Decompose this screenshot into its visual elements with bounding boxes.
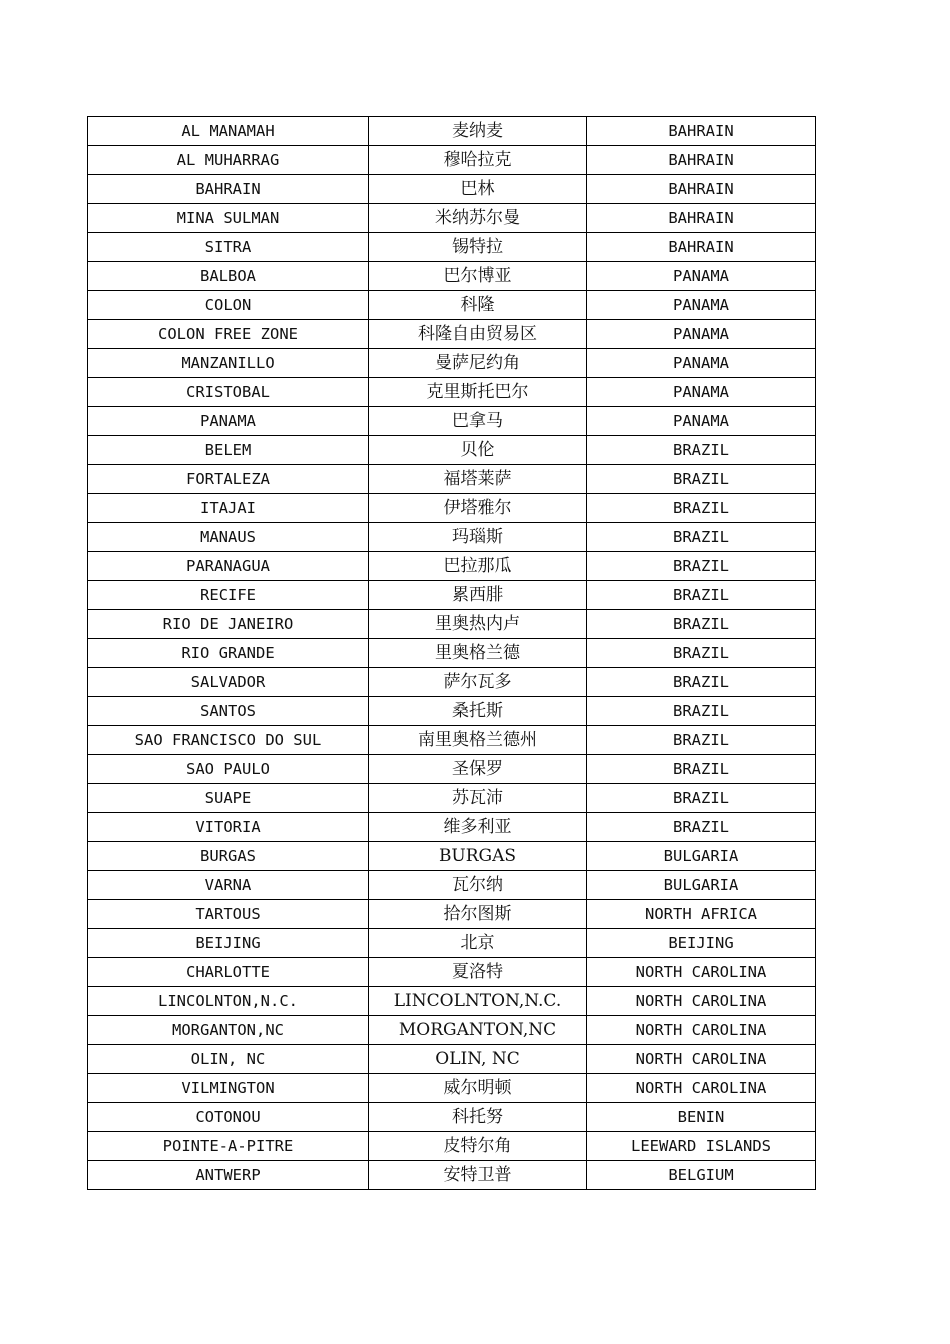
port-name-cell: MINA SULMAN: [88, 204, 369, 233]
port-name-cell: SAO FRANCISCO DO SUL: [88, 726, 369, 755]
country-cell: BAHRAIN: [587, 117, 816, 146]
port-chinese-name-cell: 曼萨尼约角: [369, 349, 587, 378]
country-cell: BRAZIL: [587, 581, 816, 610]
country-cell: BRAZIL: [587, 494, 816, 523]
table-row: [88, 842, 816, 871]
port-name-cell: BURGAS: [88, 842, 369, 871]
port-name-cell: RIO GRANDE: [88, 639, 369, 668]
port-chinese-name-cell: 福塔莱萨: [369, 465, 587, 494]
table-row: [88, 523, 816, 552]
table-row: [88, 900, 816, 929]
port-chinese-name-cell: 锡特拉: [369, 233, 587, 262]
table-row: [88, 349, 816, 378]
table-row: [88, 262, 816, 291]
table-row: [88, 581, 816, 610]
country-cell: BRAZIL: [587, 726, 816, 755]
port-name-cell: PARANAGUA: [88, 552, 369, 581]
country-cell: PANAMA: [587, 378, 816, 407]
port-name-cell: SANTOS: [88, 697, 369, 726]
port-name-cell: SAO PAULO: [88, 755, 369, 784]
port-chinese-name-cell: 威尔明顿: [369, 1074, 587, 1103]
port-chinese-name-cell: 萨尔瓦多: [369, 668, 587, 697]
table-row: [88, 813, 816, 842]
country-cell: BULGARIA: [587, 871, 816, 900]
country-cell: BRAZIL: [587, 523, 816, 552]
country-cell: LEEWARD ISLANDS: [587, 1132, 816, 1161]
country-cell: BAHRAIN: [587, 204, 816, 233]
port-name-cell: COLON: [88, 291, 369, 320]
port-chinese-name-cell: 科隆自由贸易区: [369, 320, 587, 349]
country-cell: BULGARIA: [587, 842, 816, 871]
table-row: [88, 552, 816, 581]
table-row: [88, 465, 816, 494]
country-cell: PANAMA: [587, 407, 816, 436]
port-chinese-name-cell: 维多利亚: [369, 813, 587, 842]
country-cell: BAHRAIN: [587, 175, 816, 204]
country-cell: BAHRAIN: [587, 233, 816, 262]
country-cell: NORTH CAROLINA: [587, 1016, 816, 1045]
table-row: [88, 378, 816, 407]
port-name-cell: MORGANTON,NC: [88, 1016, 369, 1045]
country-cell: BRAZIL: [587, 436, 816, 465]
port-name-cell: CHARLOTTE: [88, 958, 369, 987]
port-chinese-name-cell: 安特卫普: [369, 1161, 587, 1190]
port-chinese-name-cell: 巴拉那瓜: [369, 552, 587, 581]
port-chinese-name-cell: OLIN, NC: [369, 1045, 587, 1074]
country-cell: PANAMA: [587, 291, 816, 320]
port-chinese-name-cell: 累西腓: [369, 581, 587, 610]
country-cell: BEIJING: [587, 929, 816, 958]
port-chinese-name-cell: 拾尔图斯: [369, 900, 587, 929]
country-cell: NORTH CAROLINA: [587, 987, 816, 1016]
port-chinese-name-cell: MORGANTON,NC: [369, 1016, 587, 1045]
country-cell: PANAMA: [587, 349, 816, 378]
port-chinese-name-cell: 伊塔雅尔: [369, 494, 587, 523]
port-name-cell: VILMINGTON: [88, 1074, 369, 1103]
table-row: [88, 755, 816, 784]
country-cell: PANAMA: [587, 320, 816, 349]
country-cell: BENIN: [587, 1103, 816, 1132]
port-chinese-name-cell: 南里奥格兰德州: [369, 726, 587, 755]
port-name-cell: LINCOLNTON,N.C.: [88, 987, 369, 1016]
country-cell: BRAZIL: [587, 668, 816, 697]
port-name-cell: BEIJING: [88, 929, 369, 958]
table-row: [88, 1016, 816, 1045]
port-name-cell: SALVADOR: [88, 668, 369, 697]
country-cell: NORTH CAROLINA: [587, 1045, 816, 1074]
country-cell: BRAZIL: [587, 610, 816, 639]
country-cell: BRAZIL: [587, 465, 816, 494]
port-name-cell: ITAJAI: [88, 494, 369, 523]
table-row: [88, 1161, 816, 1190]
port-name-cell: AL MUHARRAG: [88, 146, 369, 175]
country-cell: BRAZIL: [587, 784, 816, 813]
port-table-body: [88, 117, 816, 1190]
port-name-cell: POINTE-A-PITRE: [88, 1132, 369, 1161]
table-row: [88, 1103, 816, 1132]
port-chinese-name-cell: 穆哈拉克: [369, 146, 587, 175]
port-chinese-name-cell: 苏瓦沛: [369, 784, 587, 813]
port-name-cell: BAHRAIN: [88, 175, 369, 204]
table-row: [88, 639, 816, 668]
country-cell: BRAZIL: [587, 755, 816, 784]
table-row: [88, 175, 816, 204]
port-name-cell: VARNA: [88, 871, 369, 900]
port-chinese-name-cell: 麦纳麦: [369, 117, 587, 146]
port-chinese-name-cell: 瓦尔纳: [369, 871, 587, 900]
country-cell: BRAZIL: [587, 813, 816, 842]
table-row: [88, 320, 816, 349]
port-chinese-name-cell: 里奥热内卢: [369, 610, 587, 639]
table-row: [88, 204, 816, 233]
table-row: [88, 987, 816, 1016]
port-chinese-name-cell: 贝伦: [369, 436, 587, 465]
port-name-cell: OLIN, NC: [88, 1045, 369, 1074]
port-chinese-name-cell: 圣保罗: [369, 755, 587, 784]
table-row: [88, 871, 816, 900]
port-name-cell: MANZANILLO: [88, 349, 369, 378]
country-cell: NORTH AFRICA: [587, 900, 816, 929]
port-name-cell: RECIFE: [88, 581, 369, 610]
port-name-cell: RIO DE JANEIRO: [88, 610, 369, 639]
port-chinese-name-cell: 克里斯托巴尔: [369, 378, 587, 407]
country-cell: PANAMA: [587, 262, 816, 291]
table-row: [88, 233, 816, 262]
port-name-cell: VITORIA: [88, 813, 369, 842]
port-chinese-name-cell: LINCOLNTON,N.C.: [369, 987, 587, 1016]
port-name-cell: BELEM: [88, 436, 369, 465]
port-chinese-name-cell: 米纳苏尔曼: [369, 204, 587, 233]
country-cell: BRAZIL: [587, 552, 816, 581]
port-name-cell: SUAPE: [88, 784, 369, 813]
port-chinese-name-cell: 夏洛特: [369, 958, 587, 987]
table-row: [88, 610, 816, 639]
country-cell: BELGIUM: [587, 1161, 816, 1190]
table-row: [88, 958, 816, 987]
port-table: [87, 116, 816, 1190]
port-name-cell: BALBOA: [88, 262, 369, 291]
country-cell: BRAZIL: [587, 697, 816, 726]
port-chinese-name-cell: 皮特尔角: [369, 1132, 587, 1161]
port-chinese-name-cell: 桑托斯: [369, 697, 587, 726]
port-name-cell: CRISTOBAL: [88, 378, 369, 407]
port-chinese-name-cell: 巴拿马: [369, 407, 587, 436]
table-row: [88, 494, 816, 523]
port-name-cell: PANAMA: [88, 407, 369, 436]
port-name-cell: SITRA: [88, 233, 369, 262]
port-name-cell: COTONOU: [88, 1103, 369, 1132]
port-chinese-name-cell: 科隆: [369, 291, 587, 320]
table-row: [88, 929, 816, 958]
table-row: [88, 726, 816, 755]
table-row: [88, 784, 816, 813]
table-row: [88, 291, 816, 320]
country-cell: BRAZIL: [587, 639, 816, 668]
table-row: [88, 1132, 816, 1161]
port-name-cell: AL MANAMAH: [88, 117, 369, 146]
table-row: [88, 146, 816, 175]
table-row: [88, 436, 816, 465]
port-chinese-name-cell: 科托努: [369, 1103, 587, 1132]
port-name-cell: MANAUS: [88, 523, 369, 552]
country-cell: NORTH CAROLINA: [587, 1074, 816, 1103]
port-chinese-name-cell: 巴林: [369, 175, 587, 204]
table-row: [88, 1045, 816, 1074]
table-row: [88, 697, 816, 726]
port-name-cell: TARTOUS: [88, 900, 369, 929]
table-row: [88, 407, 816, 436]
table-row: [88, 668, 816, 697]
table-row: [88, 1074, 816, 1103]
port-chinese-name-cell: BURGAS: [369, 842, 587, 871]
port-name-cell: ANTWERP: [88, 1161, 369, 1190]
country-cell: BAHRAIN: [587, 146, 816, 175]
port-chinese-name-cell: 巴尔博亚: [369, 262, 587, 291]
port-chinese-name-cell: 玛瑙斯: [369, 523, 587, 552]
port-chinese-name-cell: 里奥格兰德: [369, 639, 587, 668]
country-cell: NORTH CAROLINA: [587, 958, 816, 987]
table-row: [88, 117, 816, 146]
port-name-cell: FORTALEZA: [88, 465, 369, 494]
port-name-cell: COLON FREE ZONE: [88, 320, 369, 349]
port-chinese-name-cell: 北京: [369, 929, 587, 958]
